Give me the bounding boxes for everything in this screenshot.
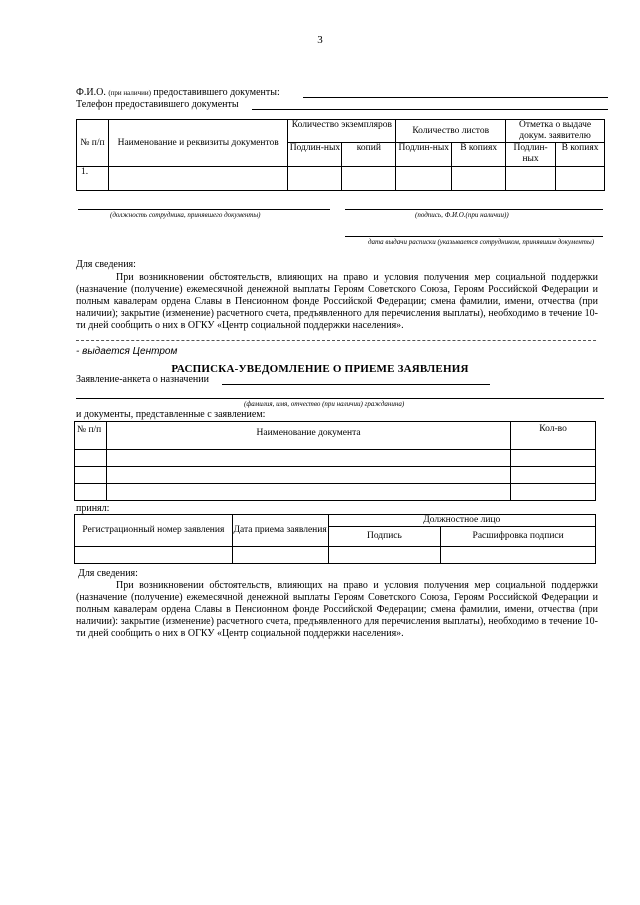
fio-label: Ф.И.О. [76,87,106,98]
table-row [75,547,596,564]
documents-table [76,119,605,191]
row-num: 1. [77,167,109,191]
header-copies-count: Количество экземпляров [288,120,396,143]
fio-rest: предоставившего документы: [153,87,280,98]
issued-by-note: - выдается Центром [76,346,178,357]
header-doc-name: Наименование и реквизиты документов [108,120,288,167]
header-num: № п/п [77,120,109,167]
caption-fio: (фамилия, имя, отчество (при наличии) гражданина) [244,400,405,408]
info-label-2: Для сведения: [78,568,138,579]
sub-originals-3: Подлин-ных [506,143,556,167]
sub-in-copies: В копиях [452,143,506,167]
header-issue-mark: Отметка о выдаче докум. заявителю [506,120,605,143]
caption-date: дата выдачи расписки (указывается сотрудником, принявшим документы) [367,238,595,246]
table-row [77,167,605,191]
phone-fill-line[interactable] [252,109,608,110]
cut-line [76,340,596,341]
sub-originals-2: Подлин-ных [396,143,452,167]
application-label: Заявление-анкета о назначении [76,374,209,385]
fio-small: (при наличии) [108,89,151,97]
header-qty: Кол-во [511,422,596,450]
header-signature: Подпись [328,527,441,547]
table-row [75,450,596,467]
header-decoding: Расшифровка подписи [441,527,596,547]
sub-in-copies-2: В копиях [556,143,605,167]
info-paragraph-2: При возникновении обстоятельств, влияющих на право и условия получения мер социальной поддержки (назначение (получение) ежемесячной денежной выплаты Героям Советского Союза, Героям Российской Федерации и полным кавалерам ордена Славы в Пенсионном фонде Российской Федерации; смена фамилии, имени, отчества (при наличии): закрытие (изменение) расчетного счета, предъявленного для перечисления выплаты), необходимо в течение 10-ти дней сообщить о них в ОГКУ «Центр социальной поддержки населения». [76,580,598,639]
info-label: Для сведения: [76,259,136,270]
signature-line[interactable] [345,209,603,210]
header-doc-name: Наименование документа [106,422,510,450]
phone-label: Телефон предоставившего документы [76,99,239,110]
sub-copies: копий [342,143,396,167]
header-date: Дата приема заявления [232,515,328,547]
docs-label: и документы, представленные с заявлением: [76,409,266,420]
caption-position: (должность сотрудника, принявшего документы) [110,211,261,219]
header-num: № п/п [75,422,107,450]
receipt-title: РАСПИСКА-УВЕДОМЛЕНИЕ О ПРИЕМЕ ЗАЯВЛЕНИЯ [171,363,469,375]
registration-table [74,514,596,564]
header-reg-number: Регистрационный номер заявления [75,515,233,547]
table-row [75,467,596,484]
fio-label-row [76,87,280,98]
header-official: Должностное лицо [328,515,595,527]
submitted-documents-table [74,421,596,501]
header-sheets-count: Количество листов [396,120,506,143]
caption-signature: (подпись, Ф.И.О.(при наличии)) [415,211,509,219]
page-number: 3 [317,34,323,46]
table-row [75,484,596,501]
fio-fill-line[interactable] [303,97,608,98]
sub-originals: Подлин-ных [288,143,342,167]
accepted-label: принял: [76,503,110,514]
position-line[interactable] [78,209,330,210]
applicant-fill-line[interactable] [76,398,604,399]
info-paragraph: При возникновении обстоятельств, влияющих на право и условия получения мер социальной поддержки (назначение (получение) ежемесячной денежной выплаты Героям Советского Союза, Героям Российской Федерации и полным кавалерам ордена Славы в Пенсионном фонде Российской Федерации; смена фамилии, имени, отчества (при наличии); закрытие (изменение) расчетного счета, предъявленного для перечисления выплаты), необходимо в течение 10-ти дней сообщить о них в ОГКУ «Центр социальной поддержки населения». [76,272,598,331]
application-fill-line[interactable] [222,384,490,385]
date-line[interactable] [345,236,603,237]
